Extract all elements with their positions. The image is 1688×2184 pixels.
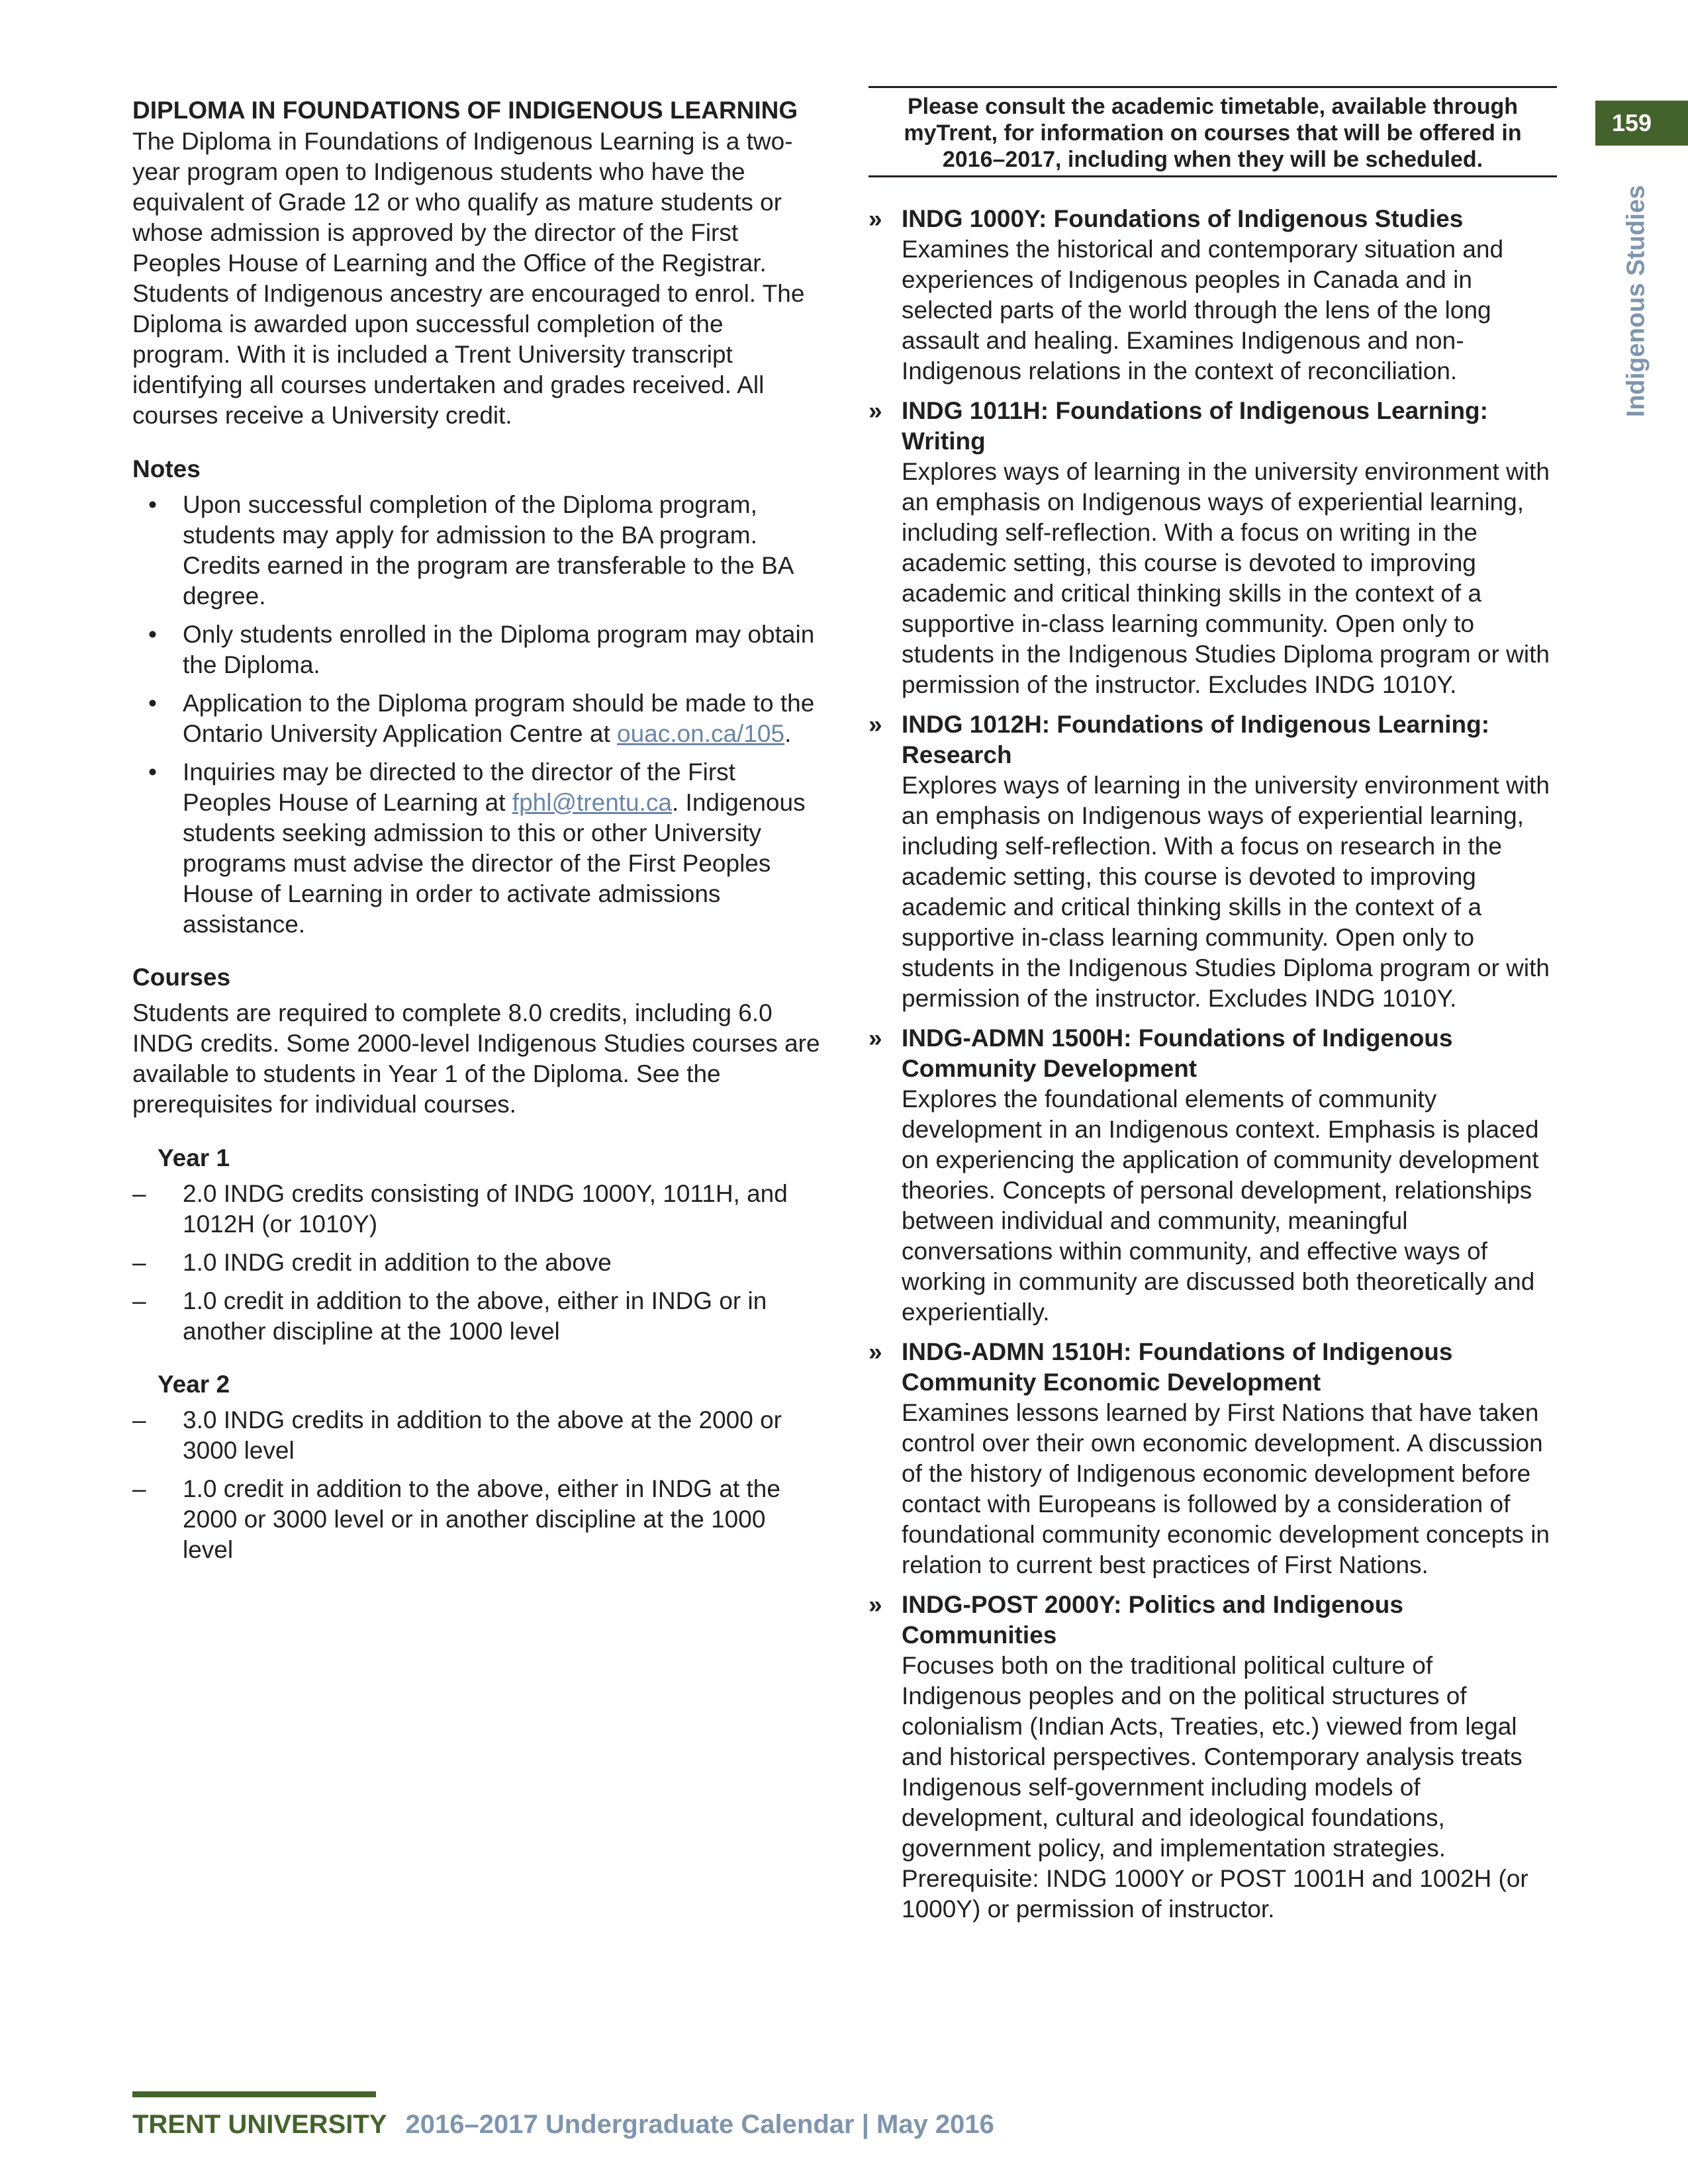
course-description: Explores ways of learning in the university environment with an emphasis on Indigenous ways of experiential learning, including self-reflection. With a focus on writing in the academic setting, this course is devoted to improving academic and critical thinking skills in the context of a supportive in-class learning community. Open only to students in the Indigenous Studies Diploma program or with permission of the instructor. Excludes INDG 1010Y. — [902, 458, 1550, 698]
note-text: Inquiries may be directed to the director of the First Peoples House of Learning at — [183, 758, 735, 816]
course-entry — [868, 396, 1557, 700]
course-entry — [868, 709, 1557, 1014]
course-bullet: » — [868, 205, 882, 232]
side-section-tab — [1617, 169, 1656, 433]
fphl-email-link[interactable]: fphl@trentu.ca — [512, 789, 672, 816]
page-number-badge — [1595, 101, 1688, 146]
courses-intro: Students are required to complete 8.0 credits, including 6.0 INDG credits. Some 2000-level Indigenous Studies courses are available to students in Year 1 of the Diploma. See the prerequisites for individual courses. — [132, 999, 820, 1118]
year2-heading: Year 2 — [158, 1371, 230, 1398]
course-bullet: » — [868, 1338, 882, 1365]
footer-university: TRENT UNIVERSITY — [132, 2110, 387, 2139]
course-entry — [868, 1590, 1557, 1925]
notes-list — [132, 490, 821, 940]
requirement-item: – 3.0 INDG credits in addition to the above at the 2000 or 3000 level — [132, 1405, 821, 1466]
diploma-heading: DIPLOMA IN FOUNDATIONS OF INDIGENOUS LEARNING — [132, 97, 798, 124]
left-column — [132, 96, 821, 1573]
course-title: INDG 1011H: Foundations of Indigenous Learning: Writing — [902, 397, 1488, 455]
course-bullet: » — [868, 711, 882, 738]
course-entry — [868, 1023, 1557, 1328]
course-entry — [868, 204, 1557, 387]
footer-rule — [132, 2091, 376, 2097]
course-description: Explores the foundational elements of community development in an Indigenous context. Emphasis is placed on experiencing the application of community development theories. Concepts of personal development, relationships between individual and community, meaningful conversations within community, and effective ways of working in community are discussed both theoretically and experientially. — [902, 1085, 1539, 1326]
right-column — [868, 86, 1557, 1934]
course-description: Focuses both on the traditional political culture of Indigenous peoples and on the political structures of colonialism (Indian Acts, Treaties, etc.) viewed from legal and historical perspectives. Contemporary analysis treats Indigenous self-government including models of development, cultural and ideological foundations, government policy, and implementation strategies. Prerequisite: INDG 1000Y or POST 1001H and 1002H (or 1000Y) or permission of instructor. — [902, 1652, 1528, 1923]
note-text: . — [784, 720, 792, 747]
course-description: Examines lessons learned by First Nations that have taken control over their own economic development. A discussion of the history of Indigenous economic development before contact with Europeans is followed by a consideration of foundational community economic development concepts in relation to current best practices of First Nations. — [902, 1399, 1550, 1578]
requirement-item: – 1.0 INDG credit in addition to the above — [132, 1248, 821, 1278]
course-bullet: » — [868, 1024, 882, 1052]
year2-list — [132, 1405, 821, 1565]
page-number: 159 — [1611, 109, 1652, 136]
footer-calendar: 2016–2017 Undergraduate Calendar | May 2016 — [405, 2110, 994, 2139]
course-entry — [868, 1337, 1557, 1580]
course-bullet: » — [868, 1591, 882, 1618]
timetable-notice: Please consult the academic timetable, available through myTrent, for information on courses that will be offered in 2016–2017, including when they will be scheduled. — [868, 86, 1557, 177]
requirement-item: – 1.0 credit in addition to the above, either in INDG or in another discipline at the 1000 level — [132, 1286, 821, 1347]
note-item — [132, 688, 821, 749]
course-title: INDG 1012H: Foundations of Indigenous Learning: Research — [902, 711, 1490, 768]
requirement-item: – 1.0 credit in addition to the above, either in INDG at the 2000 or 3000 level or in another discipline at the 1000 level — [132, 1474, 821, 1565]
page-footer — [132, 2110, 994, 2140]
ouac-link[interactable]: ouac.on.ca/105 — [617, 720, 785, 747]
note-text: Application to the Diploma program should be made to the Ontario University Application Centre at — [183, 690, 815, 747]
side-section-label: Indigenous Studies — [1622, 185, 1650, 418]
course-bullet: » — [868, 397, 882, 424]
note-text: Only students enrolled in the Diploma program may obtain the Diploma. — [183, 621, 815, 678]
diploma-intro: The Diploma in Foundations of Indigenous Learning is a two-year program open to Indigenous students who have the equivalent of Grade 12 or who qualify as mature students or whose admission is approved by the director of the First Peoples House of Learning and the Office of the Registrar. Students of Indigenous ancestry are encouraged to enrol. The Diploma is awarded upon successful completion of the program. With it is included a Trent University transcript identifying all courses undertaken and grades received. All courses receive a University credit. — [132, 128, 805, 429]
year1-heading: Year 1 — [158, 1144, 230, 1171]
course-title: INDG-ADMN 1510H: Foundations of Indigenous Community Economic Development — [902, 1338, 1453, 1396]
courses-heading: Courses — [132, 964, 231, 991]
note-text: Upon successful completion of the Diploma program, students may apply for admission to the BA program. Credits earned in the program are transferable to the BA degree. — [183, 491, 793, 610]
course-title: INDG-ADMN 1500H: Foundations of Indigenous Community Development — [902, 1024, 1453, 1082]
note-item — [132, 757, 821, 940]
course-title: INDG-POST 2000Y: Politics and Indigenous Communities — [902, 1591, 1403, 1649]
course-description: Explores ways of learning in the university environment with an emphasis on Indigenous ways of experiential learning, including self-reflection. With a focus on research in the academic setting, this course is devoted to improving academic and critical thinking skills in the context of a supportive in-class learning community. Open only to students in the Indigenous Studies Diploma program or with permission of the instructor. Excludes INDG 1010Y. — [902, 772, 1550, 1012]
year1-list — [132, 1179, 821, 1347]
notes-heading: Notes — [132, 455, 201, 482]
course-title: INDG 1000Y: Foundations of Indigenous Studies — [902, 205, 1464, 232]
note-item — [132, 619, 821, 680]
requirement-item: – 2.0 INDG credits consisting of INDG 1000Y, 1011H, and 1012H (or 1010Y) — [132, 1179, 821, 1240]
note-item — [132, 490, 821, 612]
course-description: Examines the historical and contemporary situation and experiences of Indigenous peoples in Canada and in selected parts of the world through the lens of the long assault and healing. Examines Indigenous and non-Indigenous relations in the context of reconciliation. — [902, 236, 1504, 385]
note-text: . Indigenous students seeking admission to this or other University programs must advise the director of the First Peoples House of Learning in order to activate admissions assistance. — [183, 789, 806, 938]
